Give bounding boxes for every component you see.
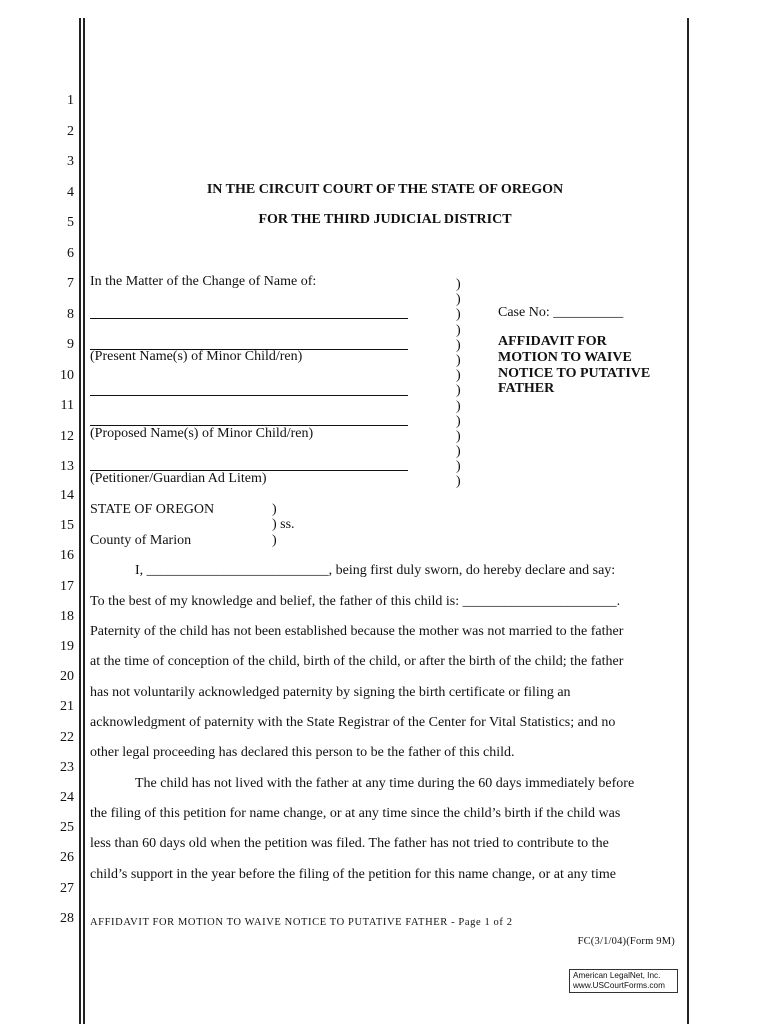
case-number: Case No: __________ [498,305,624,320]
caption-paren: ) [456,337,461,353]
line-number: 1 [67,93,74,108]
left-margin-rule-inner [83,18,85,1024]
line-number: 25 [60,820,74,836]
line-number: 20 [60,669,74,685]
body-line-1: I, __________________________, being first duly sworn, do hereby declare and say: [135,563,616,578]
publisher-name: American LegalNet, Inc. [573,971,661,980]
body-line-6: acknowledgment of paternity with the State Registrar of the Center for Vital Statistics; and no [90,715,616,730]
line-number: 12 [60,428,74,444]
district-heading: FOR THE THIRD JUDICIAL DISTRICT [258,212,512,227]
caption-paren: ) [456,368,461,384]
body-line-3: Paternity of the child has not been established because the mother was not married to the father [90,624,624,639]
line-number: 11 [60,398,74,413]
proposed-name-label: (Proposed Name(s) of Minor Child/ren) [90,426,314,441]
publisher-stamp [569,969,678,993]
line-number: 26 [60,850,74,866]
right-margin-rule [687,18,689,1024]
caption-paren: ) [456,413,461,429]
petitioner-label: (Petitioner/Guardian Ad Litem) [90,471,267,486]
line-number: 5 [67,215,74,230]
venue-paren-bottom: ) [272,533,277,548]
footer-title: AFFIDAVIT FOR MOTION TO WAIVE NOTICE TO PUTATIVE FATHER - Page 1 of 2 [90,917,513,928]
caption-paren: ) [456,322,461,338]
line-number: 9 [67,337,74,352]
caption-paren: ) [456,277,461,292]
line-number: 17 [60,578,74,594]
line-number: 19 [60,639,74,654]
caption-paren: ) [456,474,461,490]
body-line-11: child’s support in the year before the filing of the petition for this name change, or at any time [90,867,617,882]
caption-paren: ) [456,444,461,460]
document-title-1: AFFIDAVIT FOR [498,334,607,349]
document-title-4: FATHER [498,381,555,396]
caption-paren: ) [456,428,461,444]
present-name-blank-1 [90,318,408,319]
line-number: 22 [60,729,74,745]
present-name-label: (Present Name(s) of Minor Child/ren) [90,349,303,364]
caption-paren: ) [456,352,461,368]
body-line-10: less than 60 days old when the petition was filed. The father has not tried to contribute to the [90,836,609,851]
line-number: 16 [60,548,74,564]
line-number: 3 [67,154,74,169]
line-number: 4 [67,184,74,200]
body-line-7: other legal proceeding has declared this person to be the father of this child. [90,745,515,760]
line-number: 7 [67,276,74,291]
body-line-5: has not voluntarily acknowledged paternity by signing the birth certificate or filing an [90,685,571,700]
line-number: 27 [60,880,74,896]
caption-paren: ) [456,459,461,475]
body-line-9: the filing of this petition for name change, or at any time since the child’s birth if the child was [90,806,621,821]
body-line-4: at the time of conception of the child, birth of the child, or after the birth of the child; the father [90,654,624,669]
document-title-2: MOTION TO WAIVE [498,350,632,365]
line-number: 10 [60,367,74,383]
body-line-2: To the best of my knowledge and belief, the father of this child is: ______________________. [90,594,621,609]
publisher-url: www.USCourtForms.com [573,981,665,990]
proposed-name-blank-1 [90,395,408,396]
caption-parentheses [456,277,468,490]
line-number: 28 [60,910,74,926]
venue-state: STATE OF OREGON [90,502,215,517]
body-line-8: The child has not lived with the father at any time during the 60 days immediately before [135,776,635,791]
line-number: 23 [60,759,74,775]
court-heading: IN THE CIRCUIT COURT OF THE STATE OF OREGON [206,182,564,197]
caption-paren: ) [456,307,461,323]
line-number: 6 [67,245,74,261]
line-number: 13 [60,459,74,474]
caption-paren: ) [456,292,461,308]
venue-county: County of Marion [90,533,192,548]
document-title-3: NOTICE TO PUTATIVE [498,366,651,381]
caption-paren: ) [456,383,461,399]
line-number: 2 [67,123,74,139]
venue-paren-top: ) [272,502,277,517]
line-number: 8 [67,306,74,322]
line-number: 21 [60,699,74,715]
line-number: 18 [60,608,74,624]
line-number: 15 [60,518,74,534]
line-number: 14 [60,488,74,503]
line-number: 24 [60,790,74,805]
caption-paren: ) [456,398,461,414]
matter-label: In the Matter of the Change of Name of: [90,274,317,289]
footer-form-number: FC(3/1/04)(Form 9M) [577,936,675,947]
left-margin-rule-outer [79,18,81,1024]
venue-ss: ) ss. [272,517,295,532]
